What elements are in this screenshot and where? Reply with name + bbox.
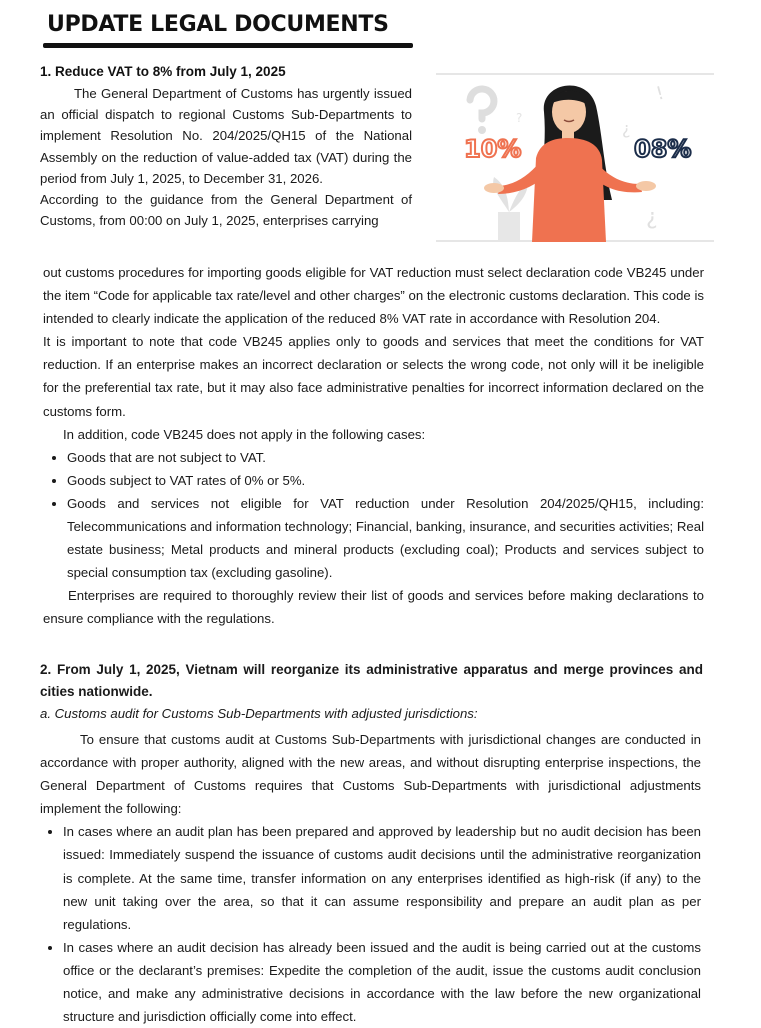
list-item: • Goods that are not subject to VAT. xyxy=(67,446,704,469)
list-item: • Goods subject to VAT rates of 0% or 5%. xyxy=(67,469,704,492)
paragraph-note: It is important to note that code VB245 applies only to goods and services that meet the conditions for VAT reduction. If an enterprise makes an incorrect declaration or selects the wrong code, not only will it be ineligible for the preferential tax rate, but it may also face administrative penalties for incorrect information declared on the customs form. xyxy=(43,334,704,419)
list-item: • In cases where an audit decision has already been issued and the audit is being carried out at the customs office or the declarant’s premises: Expedite the completion of the audit, issue the customs audit conclusion notice, and make any administrative decisions in accordance with the law before the new organizational structure and jurisdiction officially come into effect. xyxy=(63,936,701,1028)
section2-paragraph: To ensure that customs audit at Customs Sub-Departments with jurisdictional changes are conducted in accordance with proper authority, aligned with the new areas, and without disrupting enterprise inspections, the General Department of Customs requires that Customs Sub-Departments with jurisdictional adjustments implement the following: xyxy=(40,732,701,817)
section2-subheading: a. Customs audit for Customs Sub-Departments with adjusted jurisdictions: xyxy=(40,706,478,721)
question-mark-icon: ¿ xyxy=(646,205,658,230)
vat-10-percent-label: 10% xyxy=(464,135,522,163)
paragraph-continuation: out customs procedures for importing goods eligible for VAT reduction must select declaration code VB245 under the item “Code for applicable tax rate/level and other charges” on the electronic customs declaration. This code is intended to clearly indicate the application of the reduced 8% VAT rate in accordance with Resolution 204. xyxy=(43,265,704,327)
intro-paragraph-1: The General Department of Customs has urgently issued an official dispatch to regional Customs Sub-Departments to implement Resolution No. 204/2025/QH15 of the National Assembly on the reduction of value-added tax (VAT) during the period from July 1, 2025, to December 31, 2026. xyxy=(40,86,412,186)
section2-heading: 2. From July 1, 2025, Vietnam will reorganize its administrative apparatus and merge provinces and cities nationwide. xyxy=(40,662,703,699)
paragraph-exceptions-intro: In addition, code VB245 does not apply in the following cases: xyxy=(63,426,426,442)
section1-heading: 1. Reduce VAT to 8% from July 1, 2025 xyxy=(40,64,286,79)
question-mark-icon: ¿ xyxy=(622,119,631,138)
question-mark-icon: ? xyxy=(516,111,523,125)
exceptions-list xyxy=(43,446,704,585)
title-underline xyxy=(43,43,413,48)
intro-paragraph-2: According to the guidance from the General Department of Customs, from 00:00 on July 1, 2025, enterprises carrying xyxy=(40,192,412,229)
vat-8-percent-label: 08% xyxy=(634,135,692,163)
paragraph-requirement: Enterprises are required to thoroughly review their list of goods and services before making declarations to ensure compliance with the regulations. xyxy=(43,588,704,627)
question-mark-icon: ! xyxy=(653,82,667,105)
question-dot xyxy=(478,126,486,134)
list-item: • In cases where an audit plan has been prepared and approved by leadership but no audit decision has been issued: Immediately suspend the issuance of customs audit decisions until the administrative reorganization is complete. At the same time, transfer information on any enterprises identified as high-risk (if any) to the new unit taking over the area, so that it can assume responsibility and prepare an audit plan as per regulations. xyxy=(63,820,701,935)
list-item: • Goods and services not eligible for VAT reduction under Resolution 204/2025/QH15, including: Telecommunications and information technology; Financial, banking, insurance, and securities activities; Real estate business; Metal products and mineral products (excluding coal); Products and services subject to special consumption tax (excluding gasoline). xyxy=(67,492,704,584)
question-mark-icon xyxy=(470,89,494,119)
audit-list xyxy=(40,820,701,1028)
section1-intro xyxy=(40,83,412,231)
vat-illustration xyxy=(436,72,714,242)
page-title: UPDATE LEGAL DOCUMENTS xyxy=(47,12,389,37)
section1-body xyxy=(43,261,704,631)
section2-body xyxy=(40,728,701,1028)
